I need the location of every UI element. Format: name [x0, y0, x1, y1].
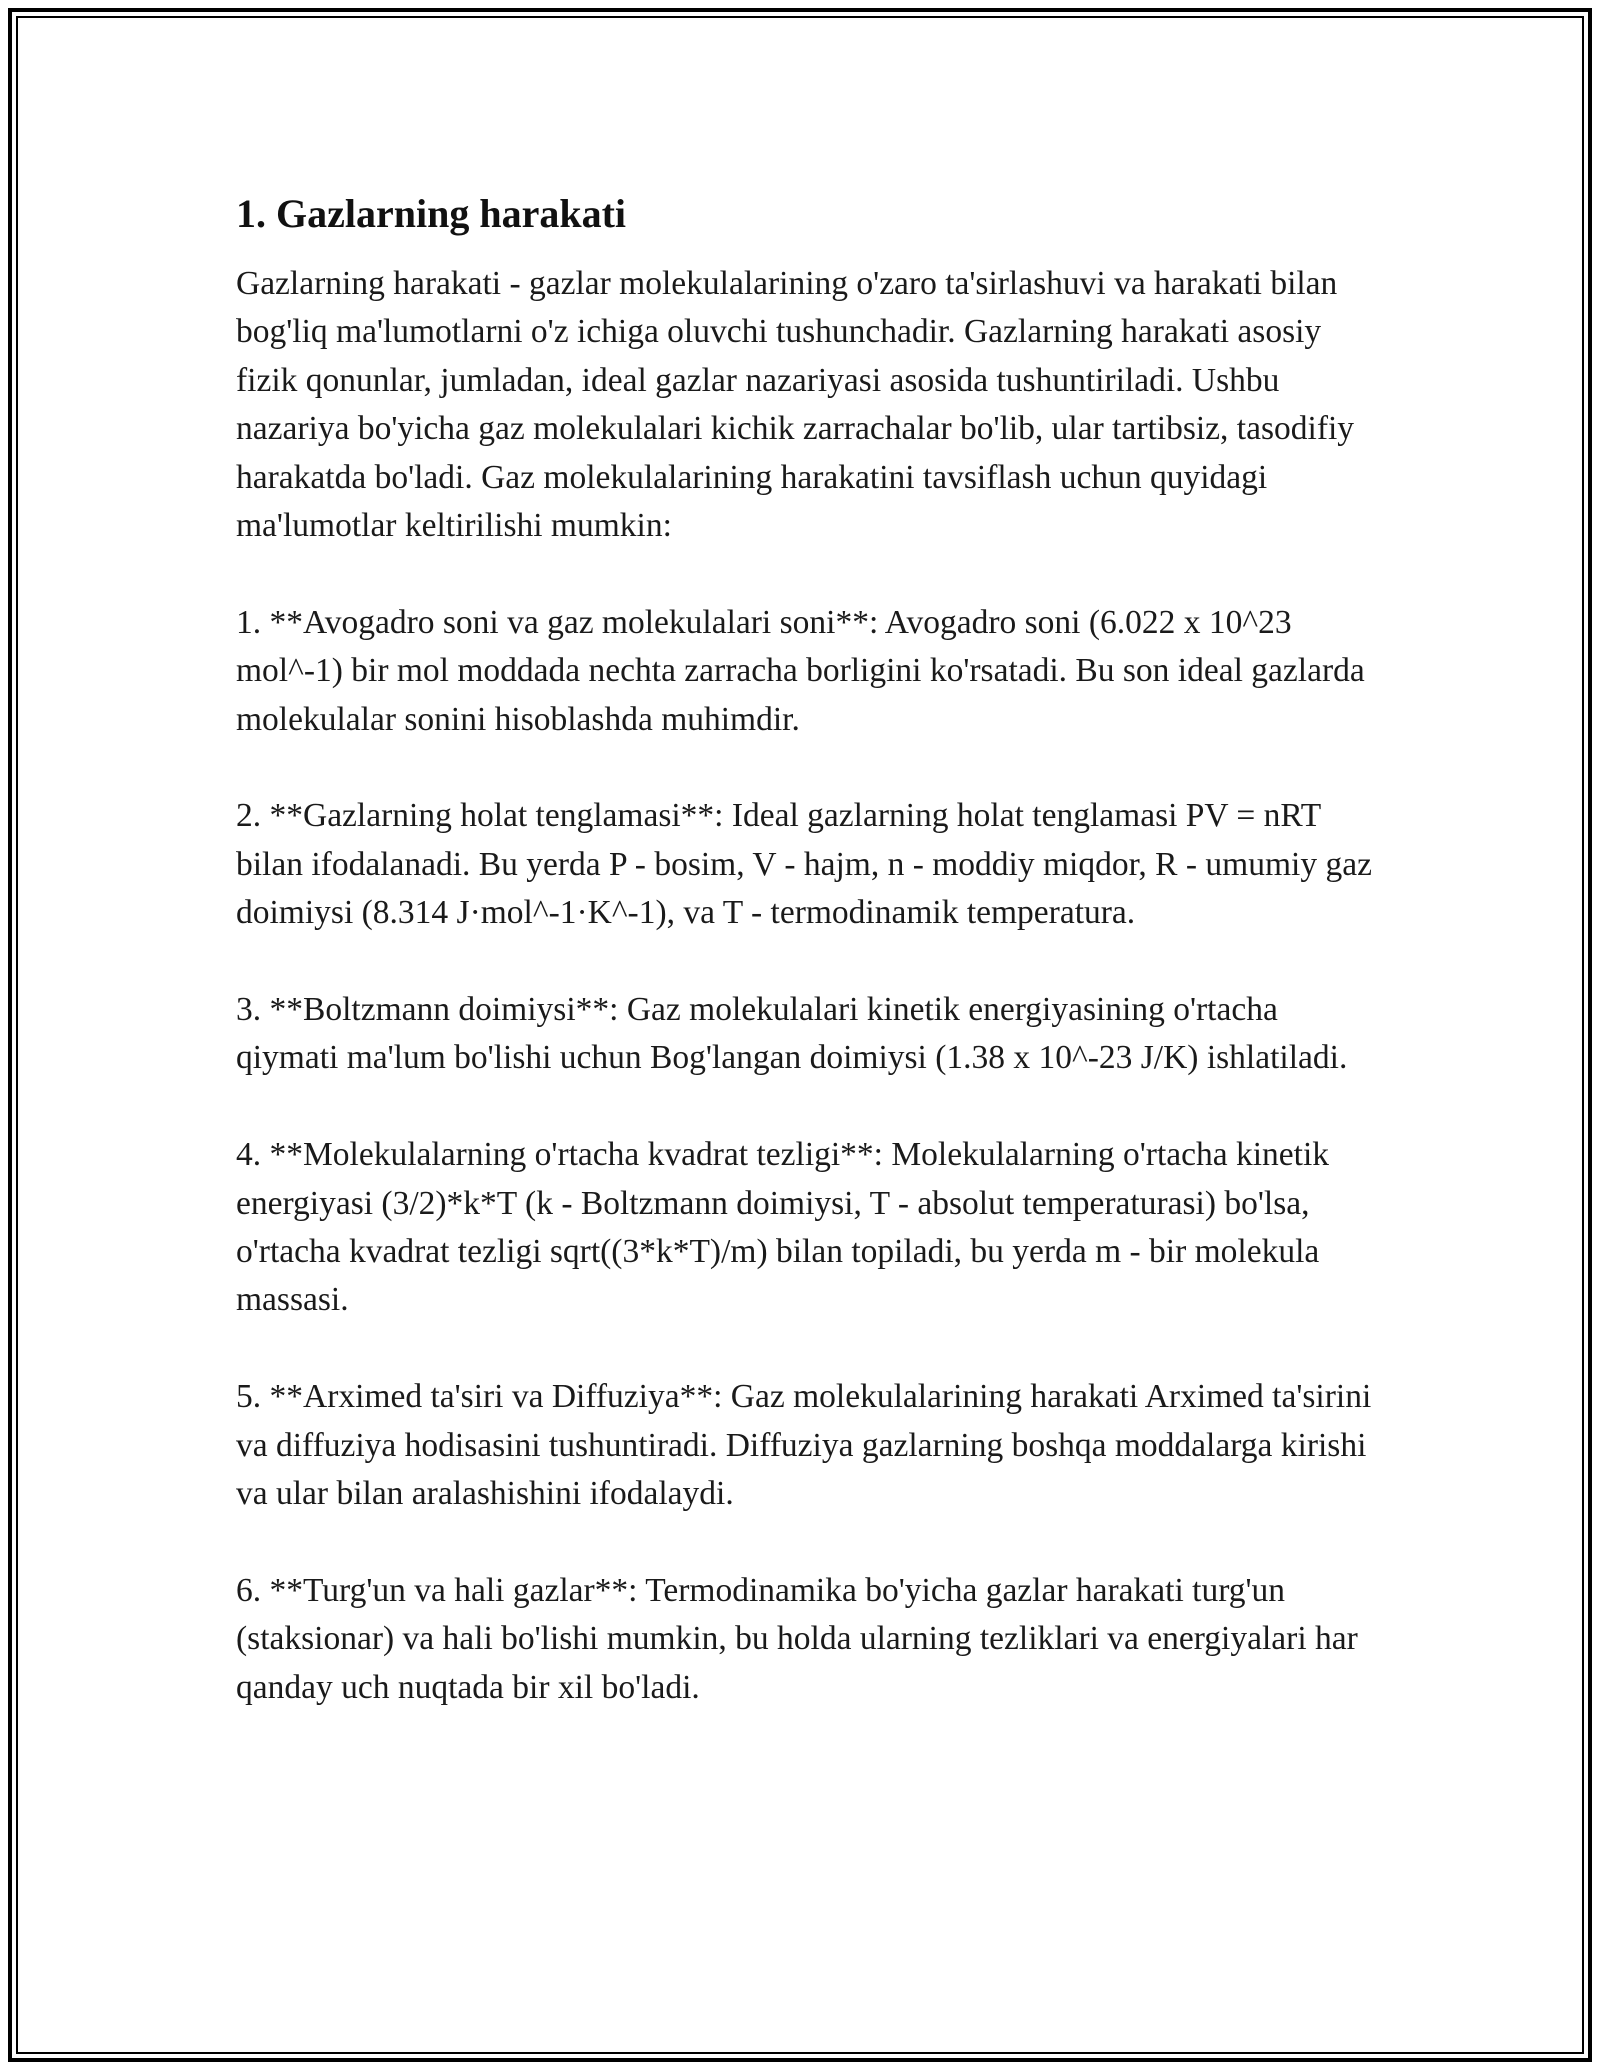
list-item-avogadro: 1. **Avogadro soni va gaz molekulalari soni**: Avogadro soni (6.022 x 10^23 mol^-1) bir mol moddada nechta zarracha borligini ko'rsatadi. Bu son ideal gazlarda molekulalar sonini hisoblashda muhimdir.: [236, 603, 1365, 738]
intro-paragraph: Gazlarning harakati - gazlar molekulalarining o'zaro ta'sirlashuvi va harakati bilan bog'liq ma'lumotlarni o'z ichiga oluvchi tushunchadir. Gazlarning harakati asosiy fizik qonunlar, jumladan, ideal gazlar nazariyasi asosida tushuntiriladi. Ushbu nazariya bo'yicha gaz molekulalari kichik zarrachalar bo'lib, ular tartibsiz, tasodifiy harakatda bo'ladi. Gaz molekulalarining harakatini tavsiflash uchun quyidagi ma'lumotlar keltirilishi mumkin:: [236, 265, 1355, 545]
list-item-rms-speed: 4. **Molekulalarning o'rtacha kvadrat tezligi**: Molekulalarning o'rtacha kinetik energiyasi (3/2)*k*T (k - Boltzmann doimiysi, T - absolut temperaturasi) bo'lsa, o'rtacha kvadrat tezligi sqrt((3*k*T)/m) bilan topiladi, bu yerda m - bir molekula massasi.: [236, 1136, 1330, 1319]
list-item-state-equation: 2. **Gazlarning holat tenglamasi**: Ideal gazlarning holat tenglamasi PV = nRT bilan ifodalanadi. Bu yerda P - bosim, V - hajm, n - moddiy miqdor, R - umumiy gaz doimiysi (8.314 J·mol^-1·K^-1), va T - termodinamik temperatura.: [236, 797, 1372, 932]
list-item-boltzmann: 3. **Boltzmann doimiysi**: Gaz molekulalari kinetik energiyasining o'rtacha qiymati ma'lum bo'lishi uchun Bog'langan doimiysi (1.38 x 10^-23 J/K) ishlatiladi.: [236, 991, 1348, 1077]
document-body: [236, 186, 1376, 1712]
section-heading: 1. Gazlarning harakati: [236, 191, 627, 236]
list-item-stationary-gases: 6. **Turg'un va hali gazlar**: Termodinamika bo'yicha gazlar harakati turg'un (staksionar) va hali bo'lishi mumkin, bu holda ularning tezliklari va energiyalari har qanday uch nuqtada bir xil bo'ladi.: [236, 1571, 1358, 1706]
list-item-archimedes-diffusion: 5. **Arximed ta'siri va Diffuziya**: Gaz molekulalarining harakati Arximed ta'sirini va diffuziya hodisasini tushuntiradi. Diffuziya gazlarning boshqa moddalarga kirishi va ular bilan aralashishini ifodalaydi.: [236, 1378, 1372, 1513]
